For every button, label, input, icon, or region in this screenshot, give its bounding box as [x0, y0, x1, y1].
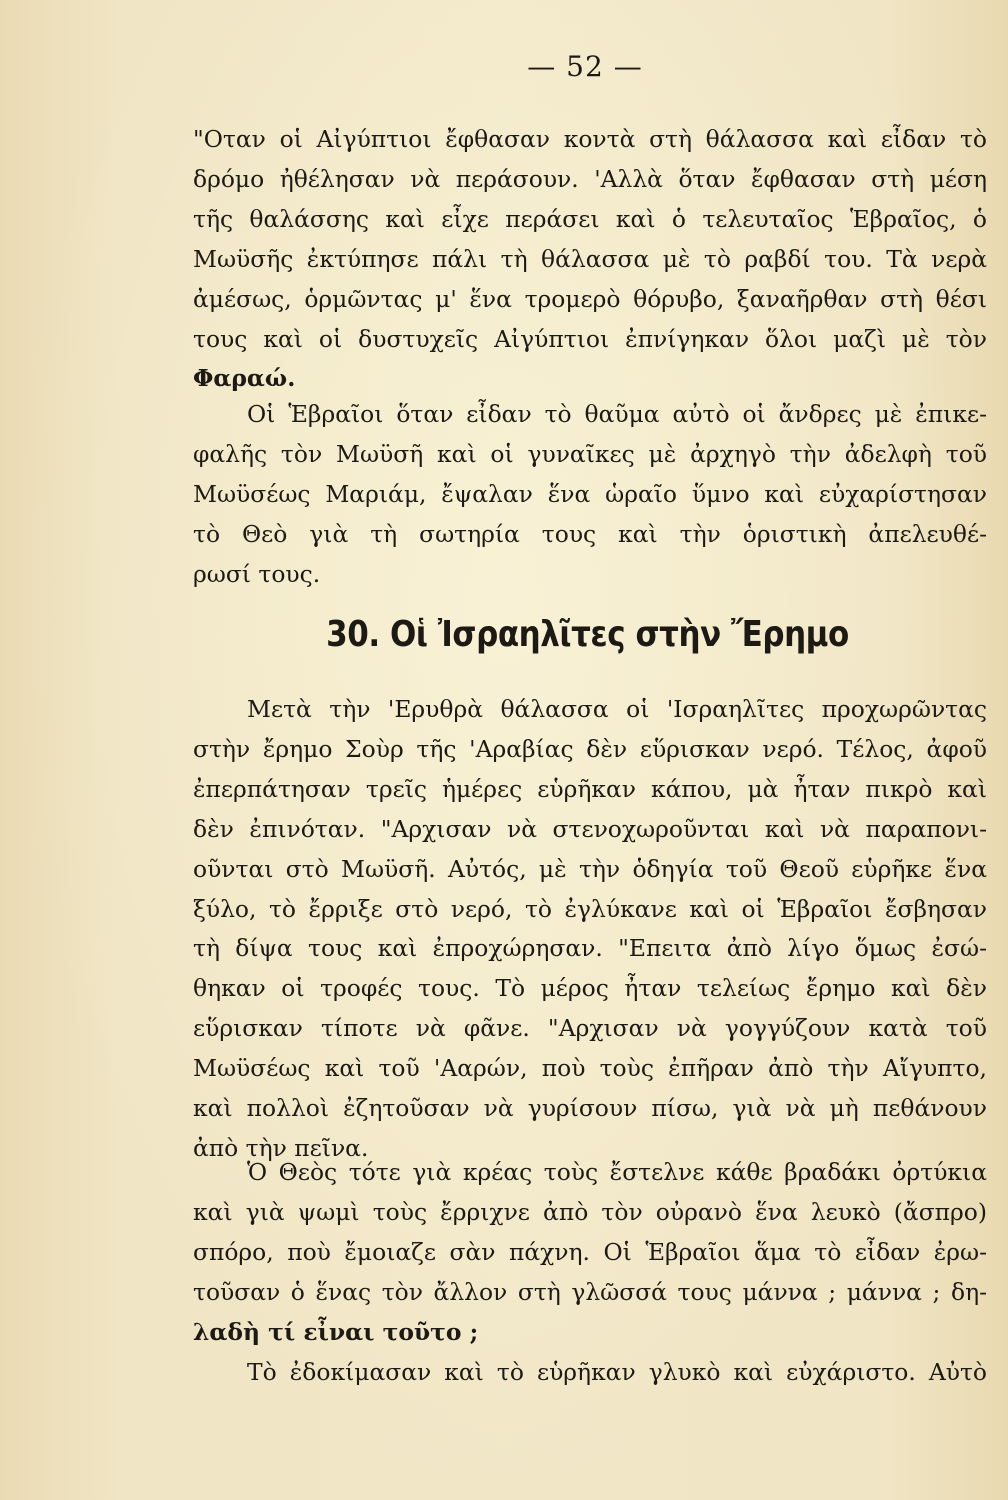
text-line: Ὁ Θεὸς τότε γιὰ κρέας τοὺς ἔστελνε κάθε βραδάκι ὀρτύκια — [247, 1158, 987, 1186]
text-line: ξύλο, τὸ ἔρριξε στὸ νερό, τὸ ἐγλύκανε καὶ οἱ Ἑβραῖοι ἔσβησαν — [193, 894, 987, 923]
text-line: "Οταν οἱ Αἰγύπτιοι ἔφθασαν κοντὰ στὴ θάλασσα καὶ εἶδαν τὸ — [193, 125, 987, 153]
text-line: Οἱ Ἑβραῖοι ὅταν εἶδαν τὸ θαῦμα αὐτὸ οἱ ἄνδρες μὲ ἐπικε- — [247, 400, 987, 428]
text-line: Μωϋσέως Μαριάμ, ἔψαλαν ἕνα ὡραῖο ὕμνο καὶ εὐχαρίστησαν — [193, 479, 987, 508]
text-line-bold: Φαραώ. — [193, 364, 296, 393]
text-line: καὶ πολλοὶ ἐζητοῦσαν νὰ γυρίσουν πίσω, γιὰ νὰ μὴ πεθάνουν — [193, 1094, 987, 1123]
text-line: ρωσί τους. — [193, 559, 321, 588]
text-line: τὴ δίψα τους καὶ ἐπροχώρησαν. "Επειτα ἀπὸ λίγο ὅμως ἐσώ- — [193, 934, 987, 963]
text-line: δρόμο ἠθέλησαν νὰ περάσουν. 'Αλλὰ ὅταν ἔφθασαν στὴ μέση — [193, 164, 987, 193]
text-line: τὸ Θεὸ γιὰ τὴ σωτηρία τους καὶ τὴν ὁριστικὴ ἀπελευθέ- — [193, 519, 987, 548]
paragraph-1 — [193, 120, 987, 399]
text-line: τῆς θαλάσσης καὶ εἶχε περάσει καὶ ὁ τελευταῖος Ἑβραῖος, ὁ — [193, 204, 987, 233]
text-line: ἀμέσως, ὁρμῶντας μ' ἕνα τρομερὸ θόρυβο, ξαναῆρθαν στὴ θέσι — [193, 284, 987, 313]
paragraph-3 — [193, 690, 987, 1169]
text-line: δὲν ἐπινόταν. "Αρχισαν νὰ στενοχωροῦνται καὶ νὰ παραπονι- — [193, 814, 987, 843]
text-line: οῦνται στὸ Μωϋσῆ. Αὐτός, μὲ τὴν ὁδηγία τοῦ Θεοῦ εὑρῆκε ἕνα — [193, 854, 987, 883]
paragraph-4 — [193, 1153, 987, 1353]
text-line-bold: λαδὴ τί εἶναι τοῦτο ; — [193, 1317, 479, 1346]
text-line: θηκαν οἱ τροφές τους. Τὸ μέρος ἦταν τελείως ἔρημο καὶ δὲν — [193, 974, 987, 1003]
text-line: Μετὰ τὴν 'Ερυθρὰ θάλασσα οἱ 'Ισραηλῖτες προχωρῶντας — [247, 695, 987, 723]
text-line: καὶ γιὰ ψωμὶ τοὺς ἔρριχνε ἀπὸ τὸν οὐρανὸ ἕνα λευκὸ (ἄσπρο) — [193, 1197, 987, 1226]
text-line: φαλῆς τὸν Μωϋσῆ καὶ οἱ γυναῖκες μὲ ἀρχηγὸ τὴν ἀδελφὴ τοῦ — [193, 439, 987, 468]
text-line: ἀπὸ τὴν πεῖνα. — [193, 1133, 369, 1162]
section-heading: 30. Οἱ Ἰσραηλῖτες στὴν Ἔρημο — [326, 614, 849, 655]
text-line: σπόρο, ποὺ ἔμοιαζε σὰν πάχνη. Οἱ Ἑβραῖοι ἅμα τὸ εἶδαν ἐρω- — [193, 1237, 987, 1266]
text-line: τους καὶ οἱ δυστυχεῖς Αἰγύπτιοι ἐπνίγηκαν ὅλοι μαζὶ μὲ τὸν — [193, 324, 987, 353]
paragraph-2 — [193, 395, 987, 595]
text-line: Τὸ ἐδοκίμασαν καὶ τὸ εὑρῆκαν γλυκὸ καὶ εὐχάριστο. Αὐτὸ — [247, 1358, 987, 1386]
text-line: εὕρισκαν τίποτε νὰ φᾶνε. "Αρχισαν νὰ γογγύζουν κατὰ τοῦ — [193, 1014, 987, 1043]
text-line: ἐπερπάτησαν τρεῖς ἡμέρες εὑρῆκαν κάπου, μὰ ἦταν πικρὸ καὶ — [193, 774, 987, 803]
page-number: — 52 — — [527, 50, 643, 83]
text-line: Μωϋσῆς ἐκτύπησε πάλι τὴ θάλασσα μὲ τὸ ραβδί του. Τὰ νερὰ — [193, 244, 987, 273]
text-line: στὴν ἔρημο Σοὺρ τῆς 'Αραβίας δὲν εὕρισκαν νερό. Τέλος, ἀφοῦ — [193, 734, 987, 763]
text-line: τοῦσαν ὁ ἕνας τὸν ἄλλον στὴ γλῶσσά τους μάννα ; μάννα ; δη- — [193, 1277, 987, 1306]
paragraph-5 — [193, 1353, 987, 1393]
text-line: Μωϋσέως καὶ τοῦ 'Ααρών, ποὺ τοὺς ἐπῆραν ἀπὸ τὴν Αἴγυπτο, — [193, 1054, 987, 1083]
